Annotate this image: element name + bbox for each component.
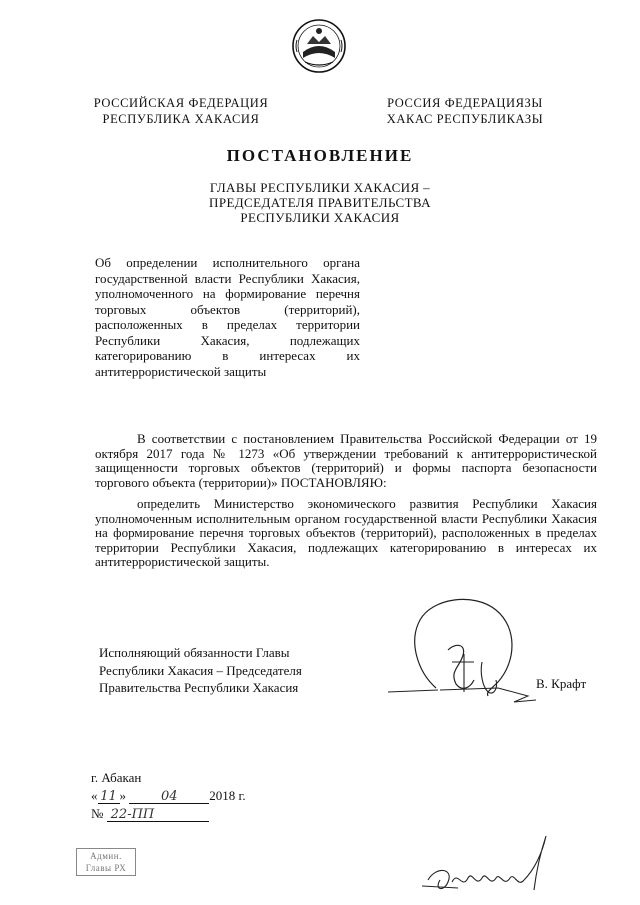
header-left	[86, 95, 276, 127]
body-paragraph-2: определить Министерство экономического развития Республики Хакасия уполномоченным исполнительным органом государственной власти Республики Хакасия на формирование перечня торговых объектов (территорий), расположенных в пределах территории Республики Хакасия, подлежащих категорированию в интересах их антитеррористической защиты.	[95, 496, 597, 569]
signatory-title-line1: Исполняющий обязанности Главы	[99, 645, 290, 660]
date-day: 11	[98, 789, 120, 804]
signatory-name: В. Крафт	[536, 676, 587, 691]
coat-of-arms-emblem	[291, 18, 347, 74]
header-right-line2: ХАКАС РЕСПУБЛИКАЗЫ	[386, 112, 544, 126]
issuer-line2: ПРЕДСЕДАТЕЛЯ ПРАВИТЕЛЬСТВА	[209, 195, 431, 210]
header-right	[370, 95, 560, 127]
registration-stamp	[76, 848, 136, 876]
header-left-line2: РЕСПУБЛИКА ХАКАСИЯ	[102, 112, 260, 126]
document-number	[91, 806, 209, 822]
document-subject: Об определении исполнительного органа государственной власти Республики Хакасия, уполномоченного на формирование перечня торговых объектов (территорий), расположенных в пределах территории Республики Хакасия, подлежащих категорированию в интересах их антитеррористической защиты	[95, 255, 360, 379]
issue-date	[91, 788, 246, 804]
signatory-title	[99, 644, 359, 697]
date-close-quote: »	[119, 788, 126, 803]
signatory-title-line2: Республики Хакасия – Председателя	[99, 662, 302, 678]
issue-place: г. Абакан	[91, 770, 142, 785]
stamp-line1: Админ.	[90, 851, 122, 861]
body-paragraph-1: В соответствии с постановлением Правительства Российской Федерации от 19 октября 2017 года № 1273 «Об утверждении требований к антитеррористической защищенности торговых объектов (территорий) и формы паспорта безопасности торгового объекта (территории)» ПОСТАНОВЛЯЮ:	[95, 431, 597, 490]
visa-signature	[418, 830, 578, 900]
header-left-line1: РОССИЙСКАЯ ФЕДЕРАЦИЯ	[93, 96, 269, 110]
signatory-title-line3: Правительства Республики Хакасия	[99, 680, 299, 695]
number-prefix: №	[91, 806, 104, 821]
handwritten-signature	[378, 592, 538, 712]
issuer-block	[180, 180, 460, 225]
issuer-line1: ГЛАВЫ РЕСПУБЛИКИ ХАКАСИЯ –	[209, 180, 431, 195]
date-open-quote: «	[91, 788, 98, 803]
document-type-title: ПОСТАНОВЛЕНИЕ	[226, 146, 414, 165]
number-value: 22-ПП	[107, 807, 209, 822]
issuer-line3: РЕСПУБЛИКИ ХАКАСИЯ	[240, 210, 400, 225]
header-right-line1: РОССИЯ ФЕДЕРАЦИЯЗЫ	[387, 96, 543, 110]
stamp-line2: Главы РХ	[85, 863, 127, 873]
date-month: 04	[129, 789, 209, 804]
date-year: 2018 г.	[209, 788, 246, 803]
